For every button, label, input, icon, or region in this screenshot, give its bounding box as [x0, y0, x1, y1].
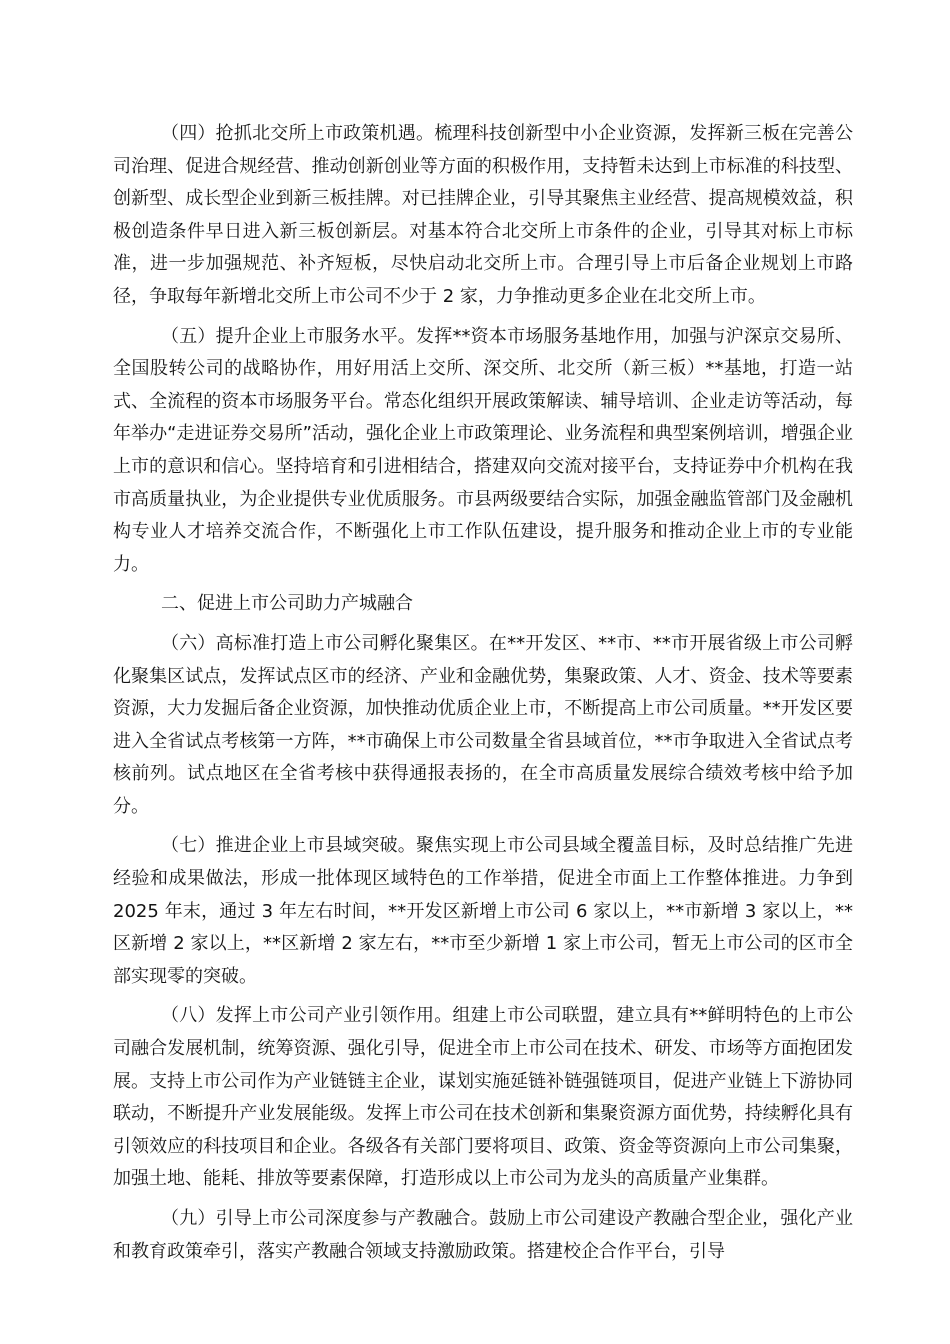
- paragraph-section-5: （五）提升企业上市服务水平。发挥**资本市场服务基地作用，加强与沪深京交易所、全国股转公司的战略协作，用好用活上交所、深交所、北交所（新三板）**基地，打造一站式、全流程的资本市场服务平台。常态化组织开展政策解读、辅导培训、企业走访等活动，每年举办“走进证券交易所”活动，强化企业上市政策理论、业务流程和典型案例培训，增强企业上市的意识和信心。坚持培育和引进相结合，搭建双向交流对接平台，支持证券中介机构在我市高质量执业，为企业提供专业优质服务。市县两级要结合实际，加强金融监管部门及金融机构专业人才培养交流合作，不断强化上市工作队伍建设，提升服务和推动企业上市的专业能力。: [113, 325, 853, 575]
- paragraph-section-7: （七）推进企业上市县域突破。聚焦实现上市公司县域全覆盖目标，及时总结推广先进经验和成果做法，形成一批体现区域特色的工作举措，促进全市面上工作整体推进。力争到 2025 年末，通过 3 年左右时间，**开发区新增上市公司 6 家以上，**市新增 3 家以上，**区新增 2 家以上，**区新增 2 家左右，**市至少新增 1 家上市公司，暂无上市公司的区市全部实现零的突破。: [113, 835, 853, 987]
- paragraph-section-9: （九）引导上市公司深度参与产教融合。鼓励上市公司建设产教融合型企业，强化产业和教育政策牵引，落实产教融合领域支持激励政策。搭建校企合作平台，引导: [113, 1208, 853, 1262]
- paragraph-section-4: （四）抢抓北交所上市政策机遇。梳理科技创新型中小企业资源，发挥新三板在完善公司治理、促进合规经营、推动创新创业等方面的积极作用，支持暂未达到上市标准的科技型、创新型、成长型企业到新三板挂牌。对已挂牌企业，引导其聚焦主业经营、提高规模效益，积极创造条件早日进入新三板创新层。对基本符合北交所上市条件的企业，引导其对标上市标准，进一步加强规范、补齐短板，尽快启动北交所上市。合理引导上市后备企业规划上市路径，争取每年新增北交所上市公司不少于 2 家，力争推动更多企业在北交所上市。: [113, 123, 853, 307]
- section-heading-2: 二、促进上市公司助力产城融合: [161, 593, 413, 615]
- document-page: [113, 118, 853, 1275]
- paragraph-section-6: （六）高标准打造上市公司孵化聚集区。在**开发区、**市、**市开展省级上市公司孵化聚集区试点，发挥试点区市的经济、产业和金融优势，集聚政策、人才、资金、技术等要素资源，大力发掘后备企业资源，加快推动优质企业上市，不断提高上市公司质量。**开发区要进入全省试点考核第一方阵，**市确保上市公司数量全省县域首位，**市争取进入全省试点考核前列。试点地区在全省考核中获得通报表扬的，在全市高质量发展综合绩效考核中给予加分。: [113, 632, 853, 817]
- paragraph-section-8: （八）发挥上市公司产业引领作用。组建上市公司联盟，建立具有**鲜明特色的上市公司融合发展机制，统筹资源、强化引导，促进全市上市公司在技术、研发、市场等方面抱团发展。支持上市公司作为产业链链主企业，谋划实施延链补链强链项目，促进产业链上下游协同联动，不断提升产业发展能级。发挥上市公司在技术创新和集聚资源方面优势，持续孵化具有引领效应的科技项目和企业。各级各有关部门要将项目、政策、资金等资源向上市公司集聚，加强土地、能耗、排放等要素保障，打造形成以上市公司为龙头的高质量产业集群。: [113, 1005, 853, 1190]
